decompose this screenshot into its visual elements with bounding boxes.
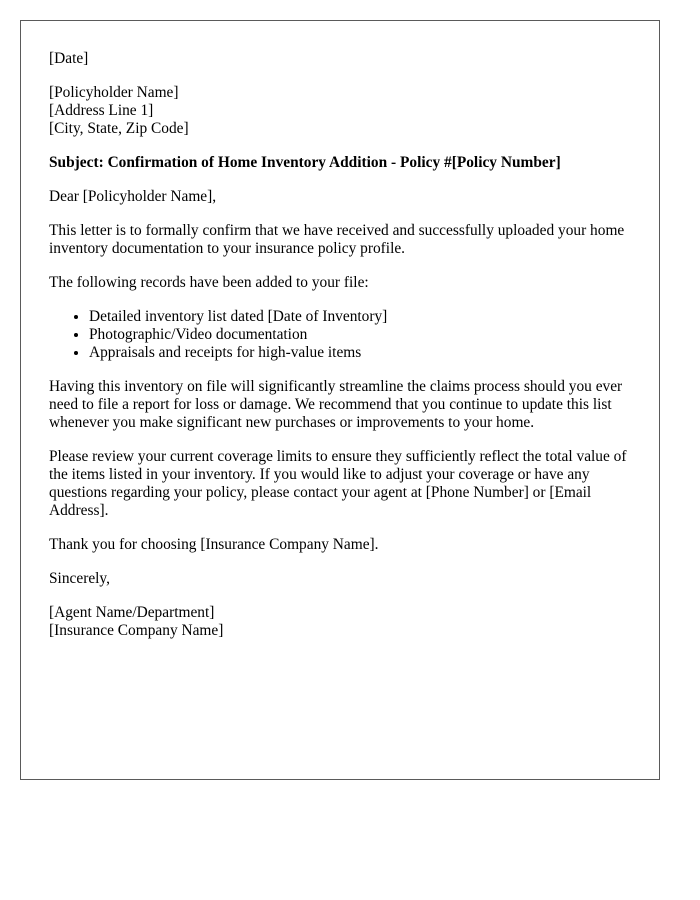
- thanks-paragraph: Thank you for choosing [Insurance Company Name].: [49, 536, 379, 553]
- letter-page: [20, 20, 660, 780]
- recipient-address-line-1: [Address Line 1]: [49, 102, 154, 119]
- letter-salutation: Dear [Policyholder Name],: [49, 188, 217, 205]
- records-intro: The following records have been added to your file:: [49, 274, 369, 291]
- letter-subject: Subject: Confirmation of Home Inventory Addition - Policy #[Policy Number]: [49, 154, 561, 171]
- review-paragraph: Please review your current coverage limits to ensure they sufficiently reflect the total value of the items listed in your inventory. If you would like to adjust your coverage or have any questions regarding your policy, please contact your agent at [Phone Number] or [Email Address].: [49, 448, 627, 519]
- letter-closing: Sincerely,: [49, 570, 110, 587]
- records-list-item: • Detailed inventory list dated [Date of Inventory]: [89, 308, 631, 326]
- records-list: [49, 308, 631, 362]
- recipient-address-block: [49, 84, 631, 138]
- signature-agent: [Agent Name/Department]: [49, 604, 215, 621]
- benefit-paragraph: Having this inventory on file will significantly streamline the claims process should you ever need to file a report for loss or damage. We recommend that you continue to update this list whenever you make significant new purchases or improvements to your home.: [49, 378, 623, 431]
- records-list-item: • Photographic/Video documentation: [89, 326, 631, 344]
- intro-paragraph: This letter is to formally confirm that we have received and successfully uploaded your home inventory documentation to your insurance policy profile.: [49, 222, 625, 257]
- signature-block: [49, 604, 631, 640]
- letter-date: [Date]: [49, 50, 89, 67]
- records-list-item: • Appraisals and receipts for high-value items: [89, 344, 631, 362]
- recipient-name: [Policyholder Name]: [49, 84, 179, 101]
- signature-company: [Insurance Company Name]: [49, 622, 224, 639]
- recipient-city-state-zip: [City, State, Zip Code]: [49, 120, 189, 137]
